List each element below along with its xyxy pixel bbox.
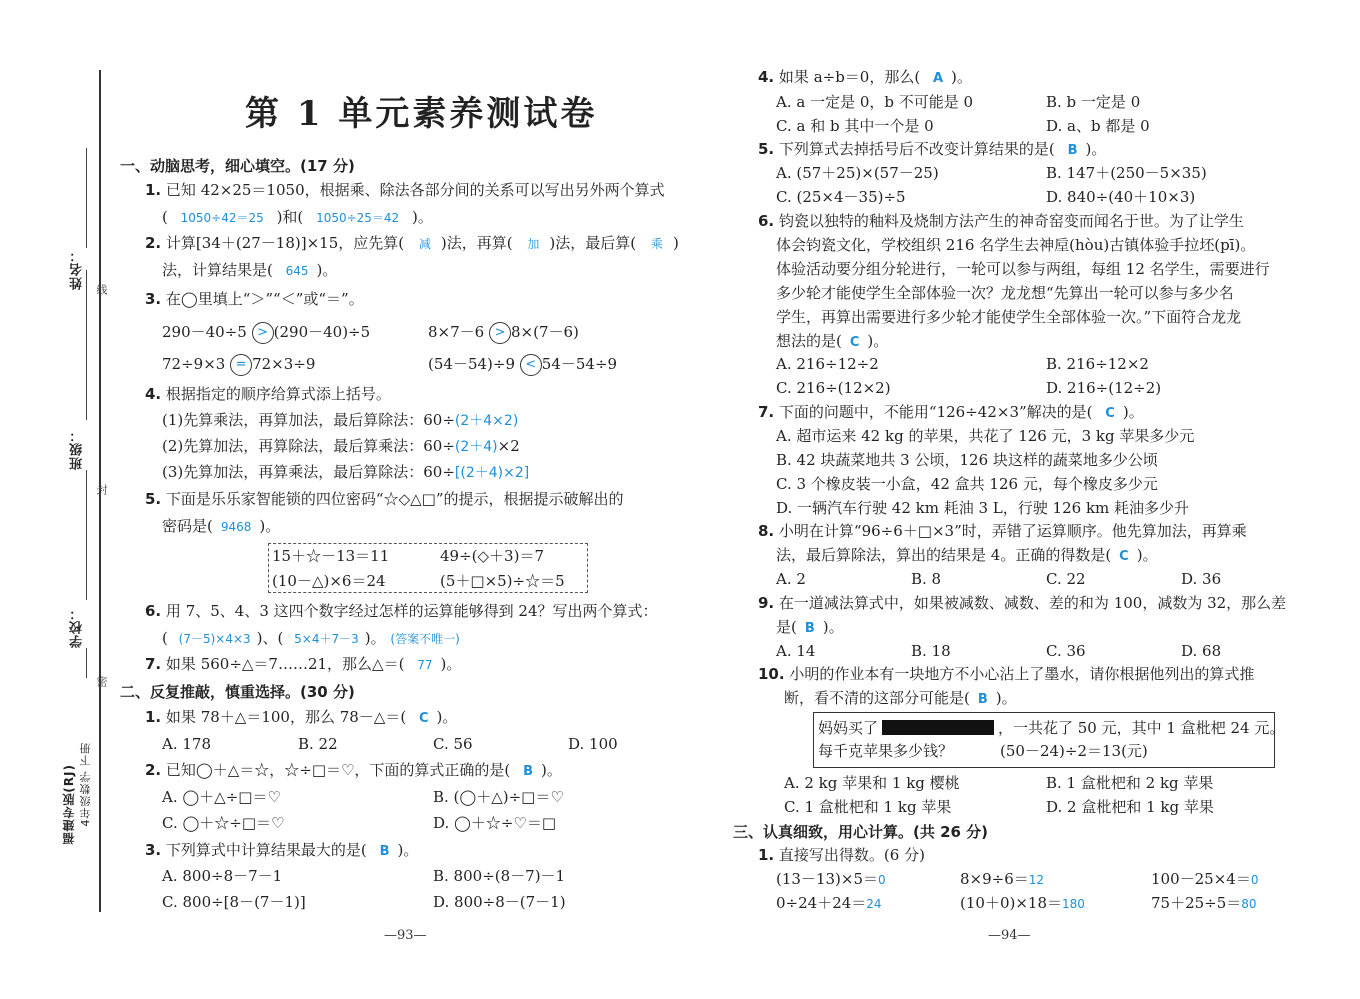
hint-3: (10－△)×6＝24 <box>272 572 386 590</box>
choice-q2-a: A. ◯＋△÷□＝♡ <box>162 788 281 806</box>
choice-q7: 7. 下面的问题中，不能用“126÷42×3”解决的是( C )。 <box>758 403 1144 421</box>
choice-q6-line2: 体会钧瓷文化，学校组织 216 名学生去神垕(hòu)古镇体验手拉坯(pī)。 <box>776 236 1256 254</box>
choice-q5-a: A. (57＋25)×(57－25) <box>776 164 939 182</box>
choice-q6-b: B. 216÷12×2 <box>1046 355 1149 373</box>
choice-q6-a: A. 216÷12÷2 <box>776 355 879 373</box>
fill-q4-3: (3)先算加法，再算乘法，最后算除法：60÷[(2＋4)×2] <box>162 463 530 481</box>
choice-q4-d: D. a、b 都是 0 <box>1046 117 1150 135</box>
compare-2: 8×7－6 > 8×(7－6) <box>428 322 579 344</box>
choice-q9-b: B. 18 <box>911 642 951 660</box>
choice-q9-line2: 是( B )。 <box>776 618 844 636</box>
name-underline <box>86 270 87 420</box>
choice-q5-b: B. 147＋(250－5×35) <box>1046 164 1207 182</box>
compare-3: 72÷9×3 = 72×3÷9 <box>162 354 315 376</box>
choice-q2-b: B. (◯＋△)÷□＝♡ <box>433 788 564 806</box>
fill-q1: 1. 已知 42×25＝1050，根据乘、除法各部分间的关系可以写出另外两个算式 <box>145 181 665 199</box>
choice-q8-a: A. 2 <box>776 570 806 588</box>
page-number-left: —93— <box>384 928 427 943</box>
section-1-heading: 一、动脑思考，细心填空。(17 分) <box>120 157 355 175</box>
choice-q1-b: B. 22 <box>298 735 338 753</box>
calc-b1: 0÷24＋24＝24 <box>776 894 882 912</box>
choice-q2-d: D. ◯＋☆÷♡＝□ <box>433 814 557 832</box>
choice-q9: 9. 在一道减法算式中，如果被减数、减数、差的和为 100，减数为 32，那么差 <box>758 594 1287 612</box>
choice-q8: 8. 小明在计算“96÷6＋□×3”时，弄错了运算顺序。他先算加法，再算乘 <box>758 522 1247 540</box>
choice-q3-d: D. 800÷8－(7－1) <box>433 893 566 911</box>
choice-q1-c: C. 56 <box>433 735 473 753</box>
choice-q8-d: D. 36 <box>1181 570 1222 588</box>
choice-q6-c: C. 216÷(12×2) <box>776 379 891 397</box>
choice-q5-d: D. 840÷(40＋10×3) <box>1046 188 1196 206</box>
fill-q4: 4. 根据指定的顺序给算式添上括号。 <box>145 385 391 403</box>
name-field <box>86 148 87 248</box>
choice-q5-c: C. (25×4－35)÷5 <box>776 188 906 206</box>
hint-4: (5＋□×5)÷☆＝5 <box>440 572 565 590</box>
choice-q4: 4. 如果 a÷b＝0，那么( A )。 <box>758 68 972 86</box>
fill-q4-2: (2)先算加法，再算除法，最后算乘法：60÷(2＋4)×2 <box>162 437 520 455</box>
fill-q4-1: (1)先算乘法，再算加法，最后算除法：60÷(2＋4×2) <box>162 411 519 429</box>
fill-q5: 5. 下面是乐乐家智能锁的四位密码“☆◇△□”的提示，根据提示破解出的 <box>145 490 624 508</box>
fill-q3: 3. 在◯里填上“＞”“＜”或“＝”。 <box>145 290 364 308</box>
fill-q6-answer: ( (7－5)×4×3 )、( 5×4＋7－3 )。 (答案不唯一) <box>162 629 460 647</box>
choice-q6-line5: 学生，再算出需要进行多少轮才能使学生全部体验一次。”下面符合龙龙 <box>776 308 1242 326</box>
seal-line-text: 线 <box>95 284 108 295</box>
seal-seal-text: 封 <box>95 484 108 495</box>
choice-q3-c: C. 800÷[8－(7－1)] <box>162 893 306 911</box>
choice-q6-line4: 多少轮才能使学生全部体验一次？龙龙想“先算出一轮可以参与多少名 <box>776 284 1234 302</box>
calc-a1: (13－13)×5＝0 <box>776 870 886 888</box>
compare-1: 290－40÷5 > (290－40)÷5 <box>162 322 370 344</box>
fill-q1-answer: ( 1050÷42＝25 )和( 1050÷25＝42 )。 <box>162 208 433 226</box>
choice-q1: 1. 如果 78＋△＝100，那么 78－△＝( C )。 <box>145 708 458 726</box>
choice-q10-line2: 断，看不清的这部分可能是( B )。 <box>784 689 1017 707</box>
choice-q10-b: B. 1 盒枇杷和 2 kg 苹果 <box>1046 774 1214 792</box>
choice-q2: 2. 已知◯＋△＝☆，☆÷□＝♡，下面的算式正确的是( B )。 <box>145 761 562 779</box>
homework-line1a: 妈妈买了 <box>818 719 879 737</box>
choice-q6-line3: 体验活动要分组分轮进行，一轮可以参与两组，每组 12 名学生，需要进行 <box>776 260 1270 278</box>
homework-line2b: (50－24)÷2＝13(元) <box>1000 742 1148 760</box>
choice-q10-c: C. 1 盒枇杷和 1 kg 苹果 <box>784 798 952 816</box>
choice-q1-d: D. 100 <box>568 735 618 753</box>
calc-a2: 8×9÷6＝12 <box>960 870 1045 888</box>
seal-secret-text: 密 <box>95 676 108 687</box>
choice-q6-line6: 想法的是( C )。 <box>776 332 889 350</box>
choice-q3: 3. 下列算式中计算结果最大的是( B )。 <box>145 841 419 859</box>
school-label: 学校： <box>70 606 85 648</box>
choice-q4-b: B. b 一定是 0 <box>1046 93 1141 111</box>
choice-q7-c: C. 3 个橡皮装一小盒，42 盒共 126 元，每个橡皮多少元 <box>776 475 1158 493</box>
choice-q10: 10. 小明的作业本有一块地方不小心沾上了墨水，请你根据他列出的算式推 <box>758 665 1255 683</box>
name-label: 姓名： <box>70 248 85 290</box>
school-field <box>86 648 87 678</box>
calc-b3: 75＋25÷5＝80 <box>1151 894 1257 912</box>
page-title: 第 1 单元素养测试卷 <box>245 94 598 134</box>
choice-q4-a: A. a 一定是 0，b 不可能是 0 <box>776 93 974 111</box>
choice-q4-c: C. a 和 b 其中一个是 0 <box>776 117 934 135</box>
choice-q8-c: C. 22 <box>1046 570 1086 588</box>
choice-q8-line2: 法，最后算除法，算出的结果是 4。正确的得数是( C )。 <box>776 546 1158 564</box>
homework-line2a: 每千克苹果多少钱？ <box>818 742 954 760</box>
choice-q7-a: A. 超市运来 42 kg 的苹果，共花了 126 元，3 kg 苹果多少元 <box>776 427 1195 445</box>
choice-q2-c: C. ◯＋☆÷□＝♡ <box>162 814 285 832</box>
fill-q6: 6. 用 7、5、4、3 这四个数字经过怎样的运算能够得到 24？写出两个算式： <box>145 602 658 620</box>
grade-label: 4年级数学 下册 <box>79 742 92 827</box>
choice-q7-d: D. 一辆汽车行驶 42 km 耗油 3 L，行驶 126 km 耗油多少升 <box>776 499 1190 517</box>
hint-2: 49÷(◇＋3)＝7 <box>440 547 544 565</box>
page-number-right: —94— <box>988 928 1031 943</box>
series-label: 福建专版(RJ) <box>62 764 76 845</box>
choice-q7-b: B. 42 块蔬菜地共 3 公顷，126 块这样的蔬菜地多少公顷 <box>776 451 1158 469</box>
choice-q10-d: D. 2 盒枇杷和 1 kg 苹果 <box>1046 798 1214 816</box>
fill-q5-answer: 密码是( 9468 )。 <box>162 517 281 535</box>
choice-q10-a: A. 2 kg 苹果和 1 kg 樱桃 <box>784 774 960 792</box>
calc-a3: 100－25×4＝0 <box>1151 870 1259 888</box>
choice-q1-a: A. 178 <box>162 735 211 753</box>
choice-q6: 6. 钧瓷以独特的釉料及烧制方法产生的神奇窑变而闻名于世。为了让学生 <box>758 212 1244 230</box>
calc-b2: (10＋0)×18＝180 <box>960 894 1085 912</box>
fill-q2-cont: 法，计算结果是( 645 )。 <box>162 261 338 279</box>
section-3-heading: 三、认真细致，用心计算。(共 26 分) <box>733 823 989 841</box>
choice-q3-a: A. 800÷8－7－1 <box>162 867 283 885</box>
ink-blot <box>882 720 994 735</box>
compare-4: (54－54)÷9 < 54－54÷9 <box>428 354 617 376</box>
hint-1: 15＋☆－13＝11 <box>272 547 390 565</box>
calc-q1: 1. 直接写出得数。(6 分) <box>758 846 925 864</box>
choice-q8-b: B. 8 <box>911 570 942 588</box>
section-2-heading: 二、反复推敲，慎重选择。(30 分) <box>120 683 355 701</box>
choice-q9-d: D. 68 <box>1181 642 1222 660</box>
fill-q2: 2. 计算[34＋(27－18)]×15，应先算( 减 )法，再算( 加 )法，最后算( 乘 ) <box>145 234 679 252</box>
fill-q7: 7. 如果 560÷△＝7……21，那么△＝( 77 )。 <box>145 655 462 673</box>
choice-q3-b: B. 800÷(8－7)－1 <box>433 867 566 885</box>
choice-q9-c: C. 36 <box>1046 642 1086 660</box>
choice-q6-d: D. 216÷(12÷2) <box>1046 379 1162 397</box>
choice-q5: 5. 下列算式去掉括号后不改变计算结果的是( B )。 <box>758 140 1107 158</box>
choice-q9-a: A. 14 <box>776 642 816 660</box>
class-label: 班级： <box>70 428 85 470</box>
homework-line1b: ，一共花了 50 元，其中 1 盒枇杷 24 元。 <box>998 719 1285 737</box>
class-field <box>86 470 87 600</box>
